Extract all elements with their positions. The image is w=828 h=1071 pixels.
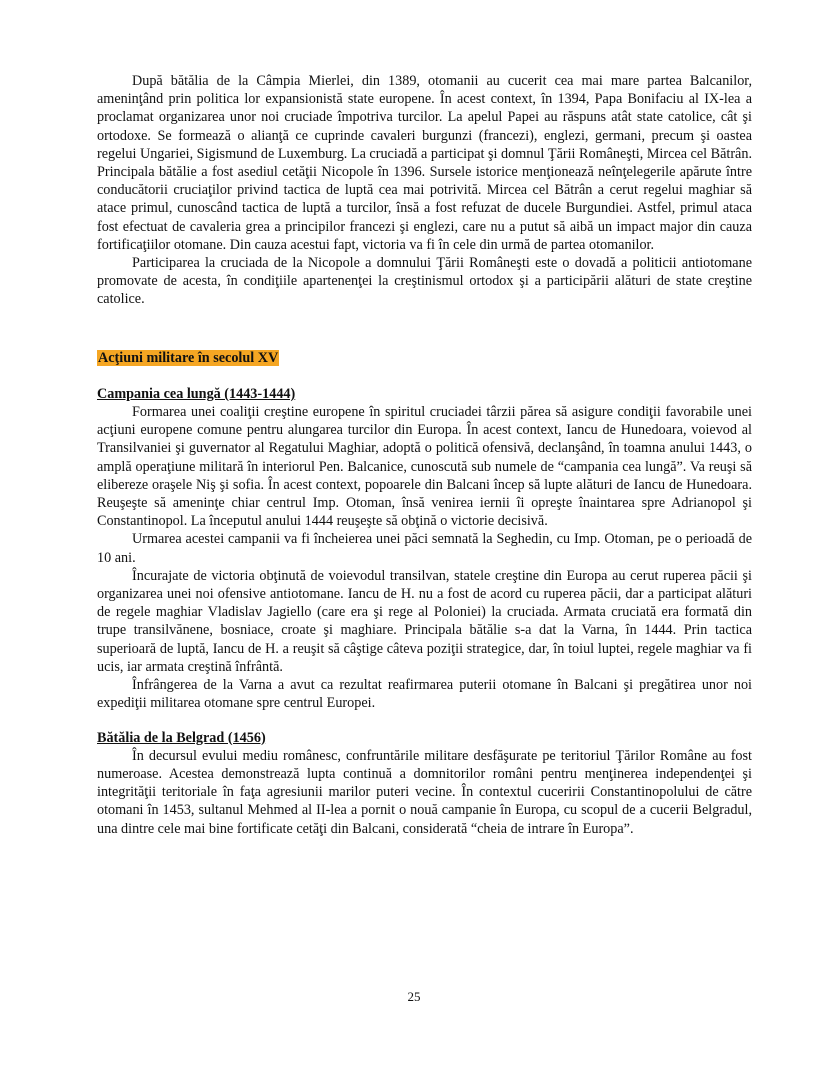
- campaign-paragraph-3: Încurajate de victoria obţinută de voievodul transilvan, statele creştine din Europa au cerut ruperea păcii şi organizarea unei noi ofensive antiotomane. Iancu de H. nu a fost de acord cu ruperea păcii, dar a participat alături de regele maghiar Vladislav Jagiello (care era şi rege al Poloniei) la cruciada. Armata cruciată era formată din trupe transilvănene, bosniace, croate şi maghiare. Principala bătălie s-a dat la Varna, în 1444. Prin tactica superioară de luptă, Iancu de H. a reuşit să câştige câteva poziţii strategice, dar, în toiul luptei, regele maghiar va fi ucis, iar armata creştină înfrântă.: [97, 567, 752, 675]
- section-heading-text: Acţiuni militare în secolul XV: [98, 349, 279, 366]
- intro-paragraph-2: Participarea la cruciada de la Nicopole a domnului Ţării Româneşti este o dovadă a politicii antiotomane promovate de acesta, în condiţiile apartenenţei la creştinismul ortodox şi a participării alături de state creştine catolice.: [97, 255, 752, 308]
- document-page: [97, 72, 752, 838]
- intro-paragraph-1: După bătălia de la Câmpia Mierlei, din 1389, otomanii au cucerit cea mai mare partea Balcanilor, ameninţând prin politica lor expansionistă state europene. În acest context, în 1394, Papa Bonifaciu al IX-lea a proclamat organizarea unor noi cruciade împotriva turcilor. La apelul Papei au răspuns atât state catolice, cât şi ortodoxe. Se formează o alianţă ce cuprinde cavaleri burgunzi (francezi), englezi, germani, precum şi oastea regelui Ungariei, Sigismund de Luxemburg. La cruciadă a participat şi domnul Ţării Româneşti, Mircea cel Bătrân. Principala bătălie a fost asediul cetăţii Nicopole în 1396. Sursele istorice menţionează neînţelegerile apărute între conducătorii cruciaţilor privind tactica de luptă cea mai potrivită. Mircea cel Bătrân a cerut regelui maghiar să atace primul, cunoscând tactica de luptă a turcilor, însă a fost refuzat de ducele Burgundiei. Astfel, primul ataca fost efectuat de cavaleria grea a principilor francezi şi englezi, care nu a putut să aibă un impact major din cauza fortificaţiilor otomane. Din cauza acestui fapt, victoria va fi în cele din urmă de partea otomanilor.: [97, 73, 752, 253]
- campaign-paragraph-4: Înfrângerea de la Varna a avut ca rezultat reafirmarea puterii otomane în Balcani şi pregătirea unor noi expediţii militarea otomane spre centrul Europei.: [97, 677, 752, 712]
- campaign-heading: Campania cea lungă (1443-1444): [97, 385, 296, 402]
- campaign-paragraph-2: Urmarea acestei campanii va fi încheierea unei păci semnată la Seghedin, cu Imp. Otoman, pe o perioadă de 10 ani.: [97, 531, 752, 566]
- belgrade-heading: Bătălia de la Belgrad (1456): [97, 729, 266, 746]
- belgrade-paragraph-1: În decursul evului mediu românesc, confruntările militare desfăşurate pe teritoriul Ţărilor Române au fost numeroase. Acestea demonstrează lupta continuă a domnitorilor români pentru menţinerea independenţei şi integrităţii teritoriale în faţa agresiunii marilor puteri vecine. În contextul cuceririi Constantinopolului de către otomani în 1453, sultanul Mehmed al II-lea a pornit o nouă campanie în Europa, cu scopul de a cucerii Belgradul, una dintre cele mai bine fortificate cetăţi din Balcani, considerată “cheia de intrare în Europa”.: [97, 747, 752, 837]
- campaign-paragraph-1: Formarea unei coaliţii creştine europene în spiritul cruciadei târzii părea să asigure condiţii favorabile unei acţiuni europene comune pentru alungarea turcilor din Europa. În acest context, Iancu de Hunedoara, voievod al Transilvaniei şi guvernator al Regatului Maghiar, adoptă o politică ofensivă, declanşând, în toamna anului 1443, o amplă operaţiune militară în interiorul Pen. Balcanice, cunoscută sub numele de “campania cea lungă”. Va reuşi să elibereze oraşele Niş şi sofia. În acest context, popoarele din Balcani încep să lupte alături de Iancu de Hunedoara. Reuşeşte să ameninţe chiar centrul Imp. Otoman, însă venirea iernii îi opreşte înaintarea spre Adrianopol şi Constantinopol. La începutul anului 1444 reuşeşte să obţină o victorie decisivă.: [97, 404, 752, 530]
- section-heading: [97, 349, 752, 367]
- page-number: 25: [407, 989, 421, 1004]
